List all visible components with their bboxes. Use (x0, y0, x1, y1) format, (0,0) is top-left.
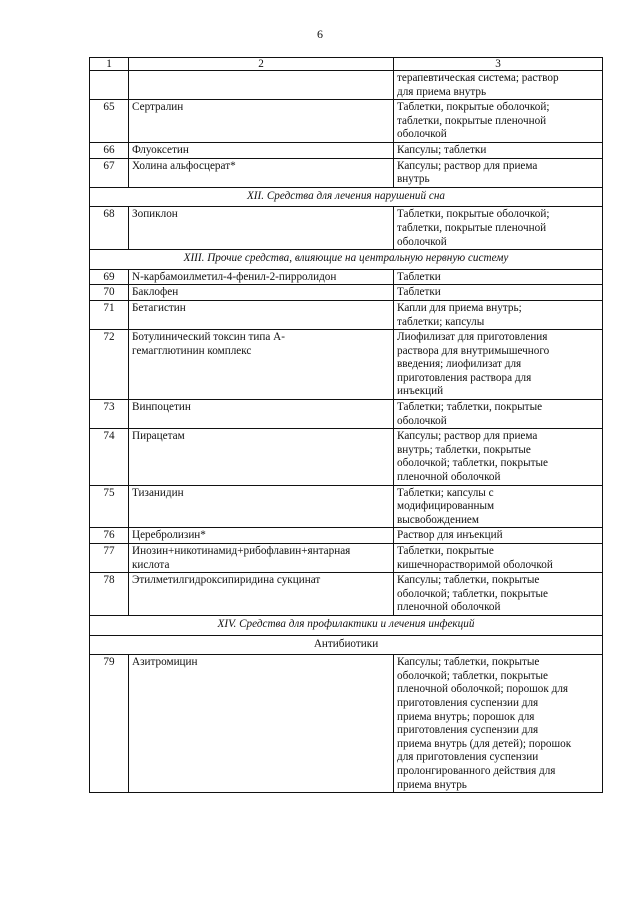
drug-name-line: Бетагистин (132, 301, 186, 314)
dosage-form-line: пленочной оболочкой (397, 471, 501, 484)
dosage-form-line: раствора для внутримышечного (397, 344, 550, 357)
dosage-form-line: Капсулы; раствор для приема (397, 430, 538, 443)
column-number-row (90, 58, 603, 71)
drug-name-cell (129, 400, 394, 429)
page-number: 6 (317, 27, 323, 41)
column-number-2: 2 (129, 58, 394, 71)
dosage-form-line: модифицированным (397, 500, 495, 513)
dosage-form-line: таблетки; капсулы (397, 315, 485, 328)
drug-name-line: Зопиклон (132, 208, 178, 221)
drug-name-line: Тизанидин (132, 486, 184, 499)
dosage-form-cell (394, 207, 603, 250)
item-number: 76 (90, 528, 129, 544)
drug-name-cell (129, 485, 394, 528)
drug-name-line: Ботулинический токсин типа А- (132, 331, 285, 344)
section-heading: XII. Средства для лечения нарушений сна (90, 187, 603, 207)
dosage-form-line: Таблетки; капсулы с (397, 486, 494, 499)
drug-name-cell (129, 655, 394, 793)
dosage-form-line: Таблетки, покрытые оболочкой; (397, 101, 550, 114)
dosage-form-line: оболочкой; таблетки, покрытые (397, 457, 548, 470)
item-number: 77 (90, 544, 129, 573)
table-row (90, 330, 603, 400)
table-row (90, 573, 603, 616)
drug-name-cell (129, 573, 394, 616)
dosage-form-line: внутрь (397, 173, 430, 186)
dosage-form-line: таблетки, покрытые пленочной (397, 114, 547, 127)
table-row (90, 544, 603, 573)
table-row (90, 655, 603, 793)
drug-name-line: Винпоцетин (132, 401, 191, 414)
item-number: 71 (90, 300, 129, 329)
item-number: 67 (90, 158, 129, 187)
dosage-form-line: таблетки, покрытые пленочной (397, 221, 547, 234)
dosage-form-cell (394, 100, 603, 143)
drug-name-line: Инозин+никотинамид+рибофлавин+янтарная (132, 545, 351, 557)
dosage-form-line: Капли для приема внутрь; (397, 301, 522, 314)
drug-name-cell (129, 300, 394, 329)
dosage-form-cell (394, 285, 603, 301)
dosage-form-line: оболочкой; таблетки, покрытые (397, 669, 548, 682)
dosage-form-line: Капсулы; таблетки (397, 143, 487, 156)
dosage-form-line: пролонгированного действия для (397, 764, 556, 777)
table-row (90, 400, 603, 429)
dosage-form-line: Таблетки (397, 270, 441, 283)
dosage-form-line: оболочкой (397, 414, 447, 427)
drug-name-line: Баклофен (132, 286, 179, 299)
item-number: 72 (90, 330, 129, 400)
dosage-form-line: для приготовления суспензии (397, 751, 539, 764)
drug-name-line: Флуоксетин (132, 143, 189, 156)
continuation-row (90, 71, 603, 100)
dosage-form-line: Капсулы; таблетки, покрытые (397, 574, 540, 587)
table-row (90, 142, 603, 158)
continuation-num-cell (90, 71, 129, 100)
section-heading-row (90, 615, 603, 635)
dosage-form-line: приготовления суспензии для (397, 696, 539, 709)
dosage-form-line: Таблетки; таблетки, покрытые (397, 401, 543, 414)
dosage-form-cell (394, 142, 603, 158)
section-heading: XIII. Прочие средства, влияющие на центральную нервную систему (90, 250, 603, 270)
drug-name-cell (129, 544, 394, 573)
item-number: 73 (90, 400, 129, 429)
table-row (90, 285, 603, 301)
column-number-1: 1 (90, 58, 129, 71)
dosage-form-line: пленочной оболочкой; порошок для (397, 683, 569, 696)
dosage-form-line: приема внутрь (для детей); порошок (397, 737, 572, 750)
drug-name-line: гемагглютинин комплекс (132, 344, 252, 357)
table-row (90, 158, 603, 187)
table-row (90, 429, 603, 485)
dosage-form-line: инъекций (397, 385, 444, 398)
dosage-form-cell (394, 158, 603, 187)
item-number: 70 (90, 285, 129, 301)
dosage-form-line: приема внутрь (397, 778, 467, 791)
drug-name-line: Этилметилгидроксипиридина сукцинат (132, 574, 321, 587)
dosage-form-cell (394, 330, 603, 400)
table-row (90, 100, 603, 143)
dosage-form-line: внутрь; таблетки, покрытые (397, 443, 531, 456)
continuation-name-cell (129, 71, 394, 100)
drug-name-line: кислота (132, 558, 170, 571)
item-number: 69 (90, 269, 129, 285)
dosage-form-line: оболочкой (397, 235, 447, 248)
dosage-form-cell (394, 573, 603, 616)
table-row (90, 207, 603, 250)
drug-name-line: N-карбамоилметил-4-фенил-2-пирролидон (132, 270, 337, 283)
dosage-form-line: высвобождением (397, 513, 479, 526)
drug-name-cell (129, 100, 394, 143)
dosage-form-cell (394, 300, 603, 329)
dosage-form-line: Лиофилизат для приготовления (397, 331, 548, 344)
dosage-form-line: оболочкой; таблетки, покрытые (397, 587, 548, 600)
dosage-form-line: Раствор для инъекций (397, 529, 503, 542)
dosage-form-cell (394, 400, 603, 429)
dosage-form-line: приготовления суспензии для (397, 724, 539, 737)
dosage-form-line: приема внутрь; порошок для (397, 710, 535, 723)
dosage-form-line: приготовления раствора для (397, 371, 532, 384)
item-number: 75 (90, 485, 129, 528)
table-row (90, 528, 603, 544)
drug-name-cell (129, 158, 394, 187)
continuation-form-cell (394, 71, 603, 100)
dosage-form-line: Таблетки, покрытые оболочкой; (397, 208, 550, 221)
item-number: 66 (90, 142, 129, 158)
dosage-form-line: оболочкой (397, 128, 447, 141)
drug-name-cell (129, 528, 394, 544)
dosage-form-line: кишечнорастворимой оболочкой (397, 558, 553, 571)
continuation-form-line: терапевтическая система; раствор (397, 72, 559, 84)
drug-name-cell (129, 207, 394, 250)
drug-name-line: Церебролизин* (132, 529, 206, 542)
drug-name-line: Пирацетам (132, 430, 185, 443)
drug-name-line: Азитромицин (132, 656, 198, 669)
drug-table (89, 57, 603, 793)
dosage-form-line: Таблетки, покрытые (397, 545, 494, 557)
table-row (90, 300, 603, 329)
section-heading: XIV. Средства для профилактики и лечения инфекций (90, 615, 603, 635)
dosage-form-cell (394, 528, 603, 544)
section-heading-row (90, 187, 603, 207)
drug-name-cell (129, 429, 394, 485)
item-number: 68 (90, 207, 129, 250)
table-row (90, 269, 603, 285)
item-number: 79 (90, 655, 129, 793)
subsection-heading-row (90, 635, 603, 655)
drug-name-line: Холина альфосцерат* (132, 159, 236, 172)
dosage-form-line: Таблетки (397, 286, 441, 299)
table-row (90, 485, 603, 528)
dosage-form-cell (394, 655, 603, 793)
drug-name-line: Сертралин (132, 101, 184, 114)
dosage-form-cell (394, 429, 603, 485)
drug-name-cell (129, 330, 394, 400)
column-number-3: 3 (394, 58, 603, 71)
dosage-form-line: введения; лиофилизат для (397, 358, 522, 371)
drug-name-cell (129, 269, 394, 285)
dosage-form-line: Капсулы; таблетки, покрытые (397, 656, 540, 669)
dosage-form-cell (394, 544, 603, 573)
section-heading-row (90, 250, 603, 270)
subsection-heading: Антибиотики (90, 635, 603, 655)
dosage-form-line: Капсулы; раствор для приема (397, 159, 538, 172)
item-number: 74 (90, 429, 129, 485)
item-number: 78 (90, 573, 129, 616)
dosage-form-line: пленочной оболочкой (397, 601, 501, 614)
dosage-form-cell (394, 269, 603, 285)
drug-name-cell (129, 285, 394, 301)
drug-name-cell (129, 142, 394, 158)
continuation-form-line: для приема внутрь (397, 85, 487, 98)
dosage-form-cell (394, 485, 603, 528)
item-number: 65 (90, 100, 129, 143)
